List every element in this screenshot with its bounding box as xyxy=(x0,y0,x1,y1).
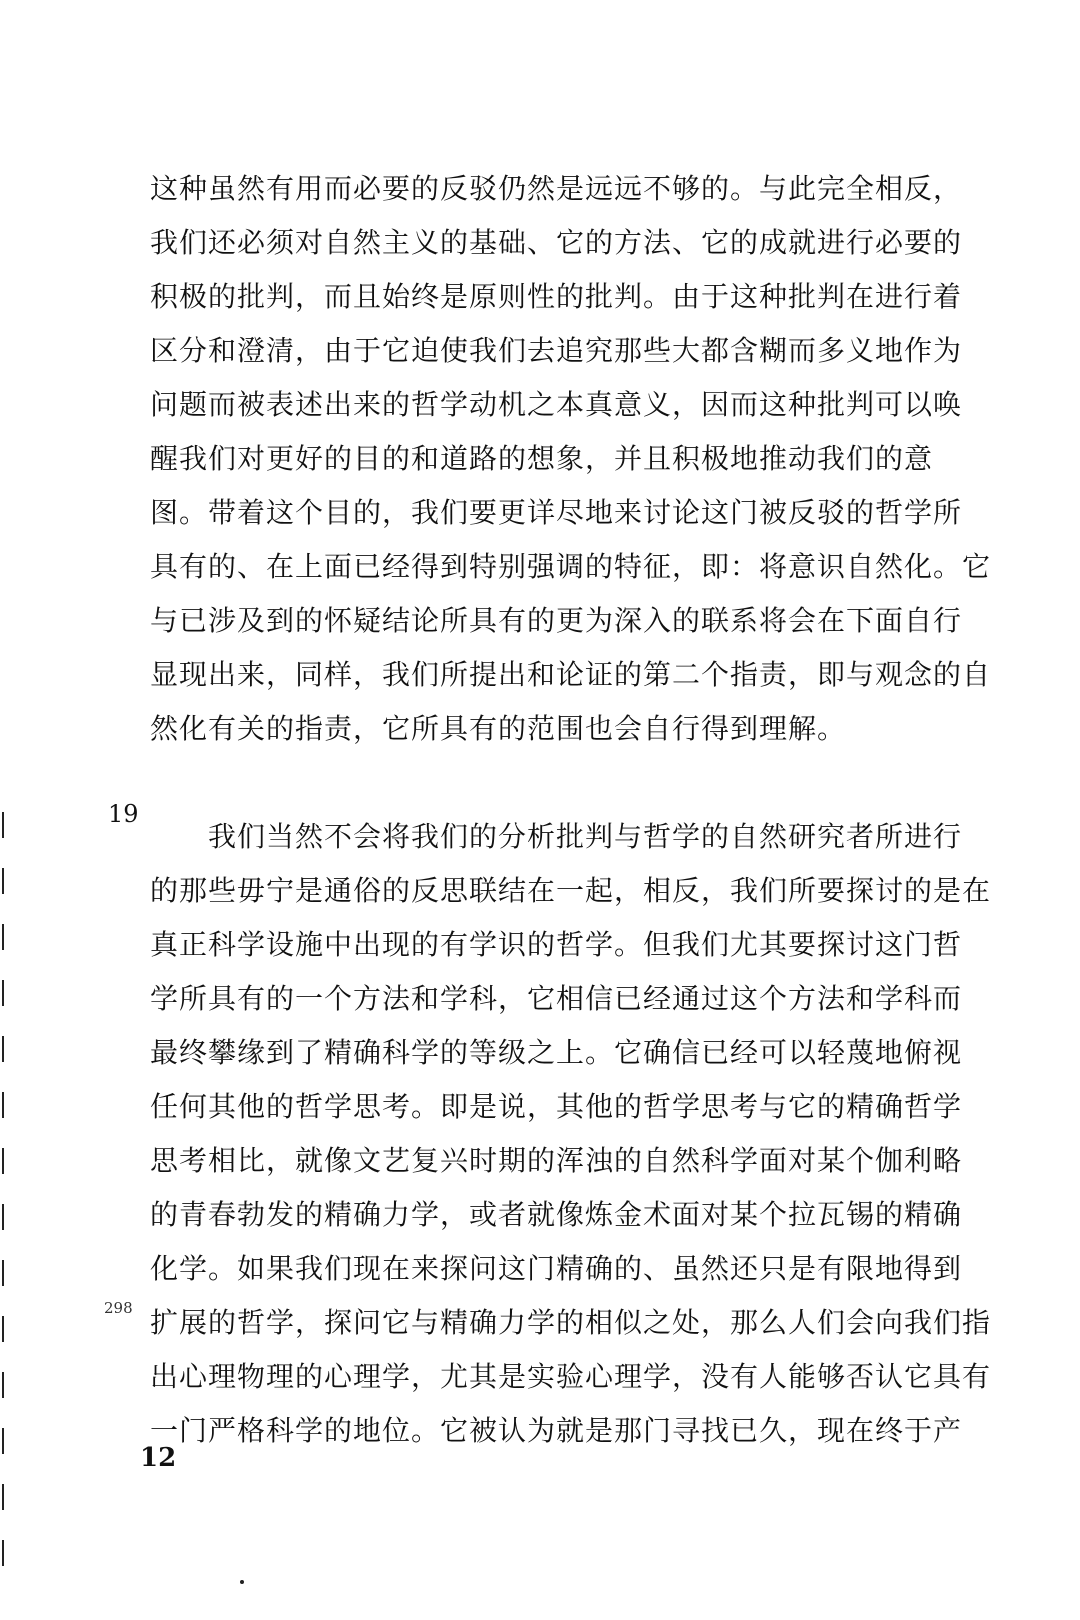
paragraph-2 xyxy=(150,810,992,1458)
paragraph-1 xyxy=(150,162,992,756)
paragraph-gap xyxy=(150,756,960,810)
text-line: 区分和澄清，由于它迫使我们去追究那些大都含糊而多义地作为 xyxy=(150,334,963,367)
text-line: 我们当然不会将我们的分析批判与哲学的自然研究者所进行 xyxy=(150,820,963,853)
margin-rule xyxy=(2,812,4,1592)
body-text xyxy=(150,162,992,1458)
text-line: 的青春勃发的精确力学，或者就像炼金术面对某个拉瓦锡的精确 xyxy=(150,1198,963,1231)
text-line: 具有的、在上面已经得到特别强调的特征，即：将意识自然化。它 xyxy=(150,550,992,583)
page-number: 12 xyxy=(140,1443,177,1473)
text-line: 的那些毋宁是通俗的反思联结在一起，相反，我们所要探讨的是在 xyxy=(150,874,992,907)
text-line: 思考相比，就像文艺复兴时期的浑浊的自然科学面对某个伽利略 xyxy=(150,1144,963,1177)
text-line: 图。带着这个目的，我们要更详尽地来讨论这门被反驳的哲学所 xyxy=(150,496,963,529)
text-line: 与已涉及到的怀疑结论所具有的更为深入的联系将会在下面自行 xyxy=(150,604,963,637)
text-line: 然化有关的指责，它所具有的范围也会自行得到理解。 xyxy=(150,712,847,745)
text-line: 醒我们对更好的目的和道路的想象，并且积极地推动我们的意 xyxy=(150,442,934,475)
text-line: 一门严格科学的地位。它被认为就是那门寻找已久，现在终于产 xyxy=(150,1414,963,1447)
text-line: 任何其他的哲学思考。即是说，其他的哲学思考与它的精确哲学 xyxy=(150,1090,963,1123)
text-line: 最终攀缘到了精确科学的等级之上。它确信已经可以轻蔑地俯视 xyxy=(150,1036,963,1069)
text-line: 出心理物理的心理学，尤其是实验心理学，没有人能够否认它具有 xyxy=(150,1360,992,1393)
text-line: 问题而被表述出来的哲学动机之本真意义，因而这种批判可以唤 xyxy=(150,388,963,421)
paragraph-number: 19 xyxy=(108,800,139,828)
text-line: 真正科学设施中出现的有学识的哲学。但我们尤其要探讨这门哲 xyxy=(150,928,963,961)
text-line: 这种虽然有用而必要的反驳仍然是远远不够的。与此完全相反， xyxy=(150,172,963,205)
text-line: 扩展的哲学，探问它与精确力学的相似之处，那么人们会向我们指 xyxy=(150,1306,992,1339)
text-line: 化学。如果我们现在来探问这门精确的、虽然还只是有限地得到 xyxy=(150,1252,963,1285)
scan-speck xyxy=(240,1580,244,1584)
text-line: 积极的批判，而且始终是原则性的批判。由于这种批判在进行着 xyxy=(150,280,963,313)
text-line: 学所具有的一个方法和学科，它相信已经通过这个方法和学科而 xyxy=(150,982,963,1015)
text-line: 我们还必须对自然主义的基础、它的方法、它的成就进行必要的 xyxy=(150,226,963,259)
text-line: 显现出来，同样，我们所提出和论证的第二个指责，即与观念的自 xyxy=(150,658,992,691)
margin-page-number: 298 xyxy=(104,1299,133,1317)
